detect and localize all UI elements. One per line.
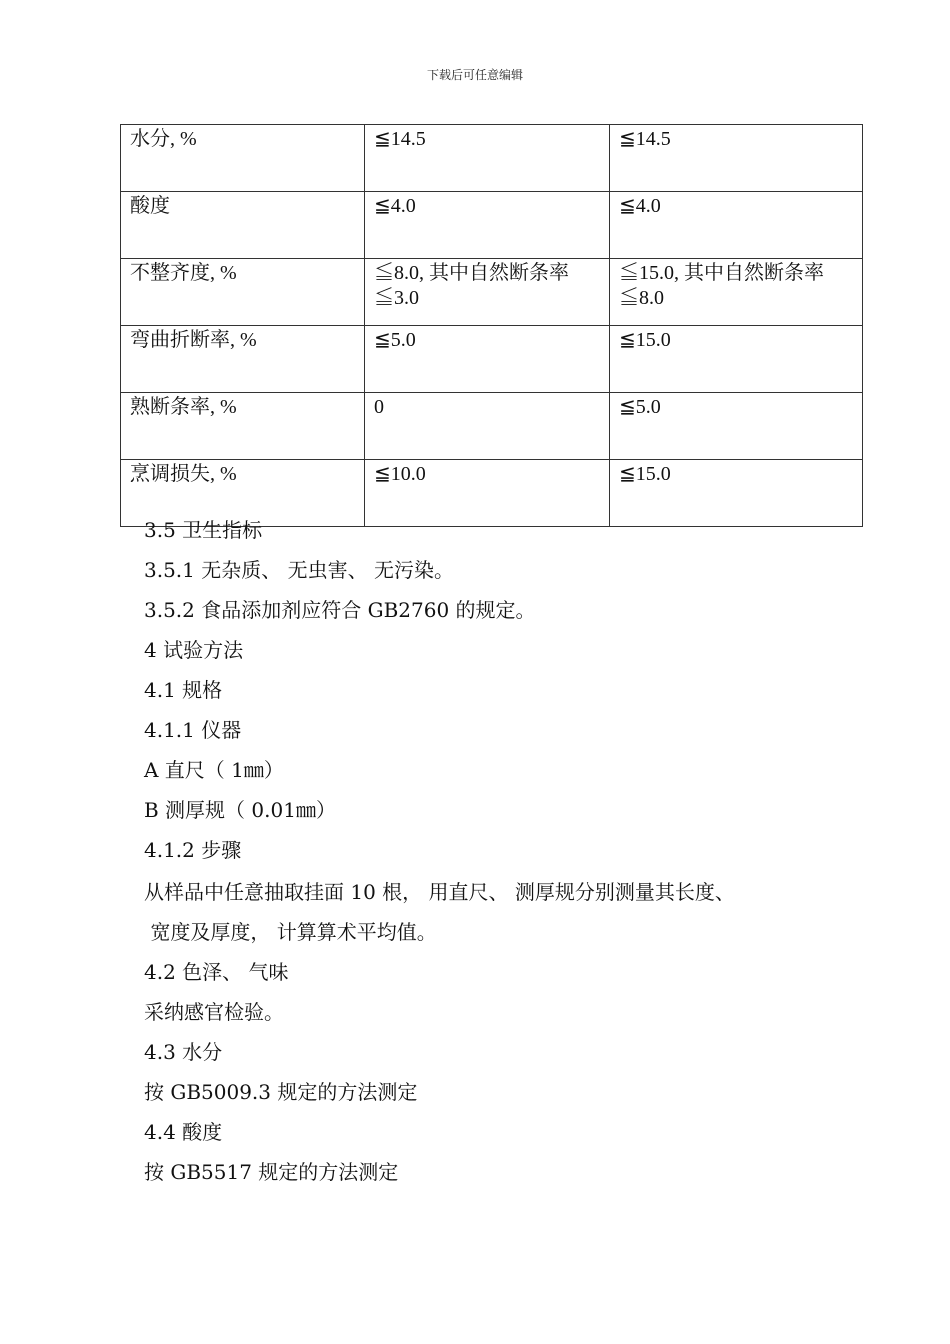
section-heading: 4.4 酸度 <box>144 1120 223 1144</box>
table-cell: 酸度 <box>121 192 365 259</box>
table-row <box>121 192 863 259</box>
clause-text: 3.5.1 无杂质、 无虫害、 无污染。 <box>144 558 454 582</box>
table-cell: 水分, % <box>121 125 365 192</box>
table-cell: ≦4.0 <box>365 192 610 259</box>
paragraph-text: 宽度及厚度， 计算算术平均值。 <box>144 920 437 944</box>
section-heading: 4 试验方法 <box>144 638 244 662</box>
table-row <box>121 125 863 192</box>
table-cell: ≦15.0 <box>610 326 863 393</box>
clause-text: 3.5.2 食品添加剂应符合 GB2760 的规定。 <box>144 598 536 622</box>
section-heading: 4.3 水分 <box>144 1040 223 1064</box>
table-cell: ≦15.0, 其中自然断条率≦8.0 <box>610 259 863 326</box>
table-cell: 不整齐度, % <box>121 259 365 326</box>
table-cell: ≦14.5 <box>365 125 610 192</box>
table-cell: 0 <box>365 393 610 460</box>
table-row <box>121 259 863 326</box>
spec-table <box>120 124 863 527</box>
table-cell: ≦15.0 <box>610 460 863 527</box>
table-cell: ≦5.0 <box>365 326 610 393</box>
header-note: 下载后可任意编辑 <box>426 68 523 82</box>
section-heading: 4.1.1 仪器 <box>144 718 242 742</box>
table-row <box>121 326 863 393</box>
table-cell: ≦5.0 <box>610 393 863 460</box>
section-heading: 3.5 卫生指标 <box>144 518 263 542</box>
table-cell: 弯曲折断率, % <box>121 326 365 393</box>
table-cell: 熟断条率, % <box>121 393 365 460</box>
table-row <box>121 460 863 527</box>
section-heading: 4.2 色泽、 气味 <box>144 960 289 984</box>
paragraph-text: 按 GB5517 规定的方法测定 <box>144 1160 399 1184</box>
section-heading: 4.1.2 步骤 <box>144 838 242 862</box>
table-row <box>121 393 863 460</box>
table-cell: 烹调损失, % <box>121 460 365 527</box>
table-cell: ≦4.0 <box>610 192 863 259</box>
paragraph-text: 从样品中任意抽取挂面 10 根， 用直尺、 测厚规分别测量其长度、 <box>144 880 735 904</box>
table-cell: ≦8.0, 其中自然断条率≦3.0 <box>365 259 610 326</box>
list-item: A 直尺（ 1㎜） <box>144 758 284 782</box>
section-heading: 4.1 规格 <box>144 678 223 702</box>
list-item: B 测厚规（ 0.01㎜） <box>144 798 336 822</box>
paragraph-text: 采纳感官检验。 <box>144 1000 284 1024</box>
table-cell: ≦14.5 <box>610 125 863 192</box>
paragraph-text: 按 GB5009.3 规定的方法测定 <box>144 1080 418 1104</box>
table-cell: ≦10.0 <box>365 460 610 527</box>
